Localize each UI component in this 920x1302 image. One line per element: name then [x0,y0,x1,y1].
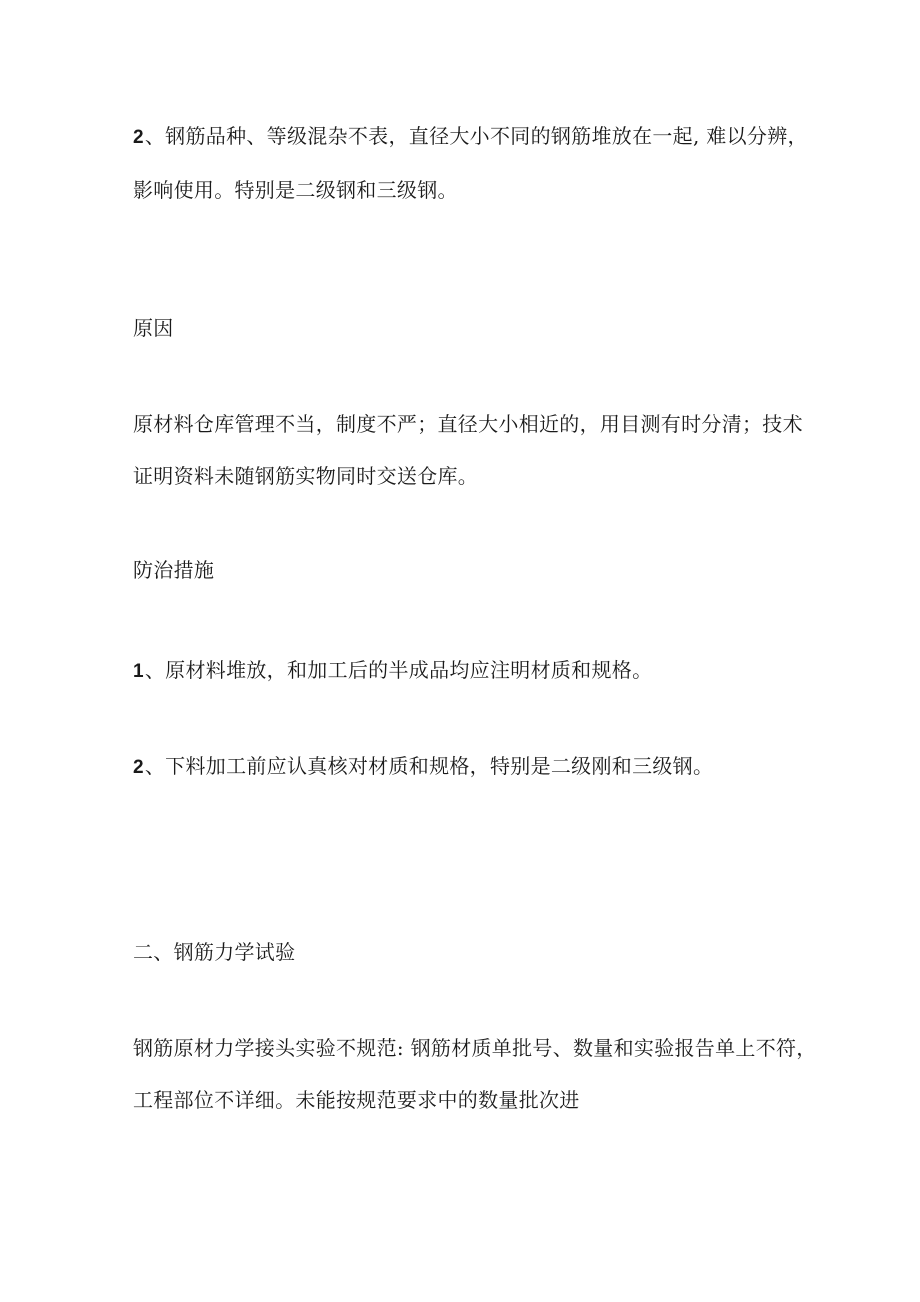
measure-number-1: 1 [133,661,144,682]
section-paragraph [133,1022,817,1126]
cause-heading: 原因 [133,316,174,340]
section-line-2: 工程部位不详细。未能按规范要求中的数量批次进 [133,1088,580,1112]
measure-item-2 [133,740,813,794]
measures-heading: 防治措施 [133,558,215,582]
measure-text-2: 、下料加工前应认真核对材质和规格，特别是二级刚和三级钢。 [144,754,714,778]
section-heading: 二、钢筋力学试验 [133,940,296,964]
issue-paragraph [133,110,813,216]
issue-number: 2 [133,127,144,148]
measure-item-1 [133,644,813,698]
measure-number-2: 2 [133,757,144,778]
issue-line-1 [133,110,813,164]
cause-line-1: 原材料仓库管理不当，制度不严；直径大小相近的，用目测有时分清；技术 [133,412,803,436]
issue-text-1: 、钢筋品种、等级混杂不表，直径大小不同的钢筋堆放在一起, 难以分辨， [144,124,808,148]
measure-text-1: 、原材料堆放，和加工后的半成品均应注明材质和规格。 [144,658,653,682]
cause-line-2: 证明资料未随钢筋实物同时交送仓库。 [133,464,479,488]
issue-line-2: 影响使用。特别是二级钢和三级钢。 [133,178,458,202]
cause-paragraph [133,398,813,502]
section-line-1: 钢筋原材力学接头实验不规范: 钢筋材质单批号、数量和实验报告单上不符， [133,1036,817,1060]
